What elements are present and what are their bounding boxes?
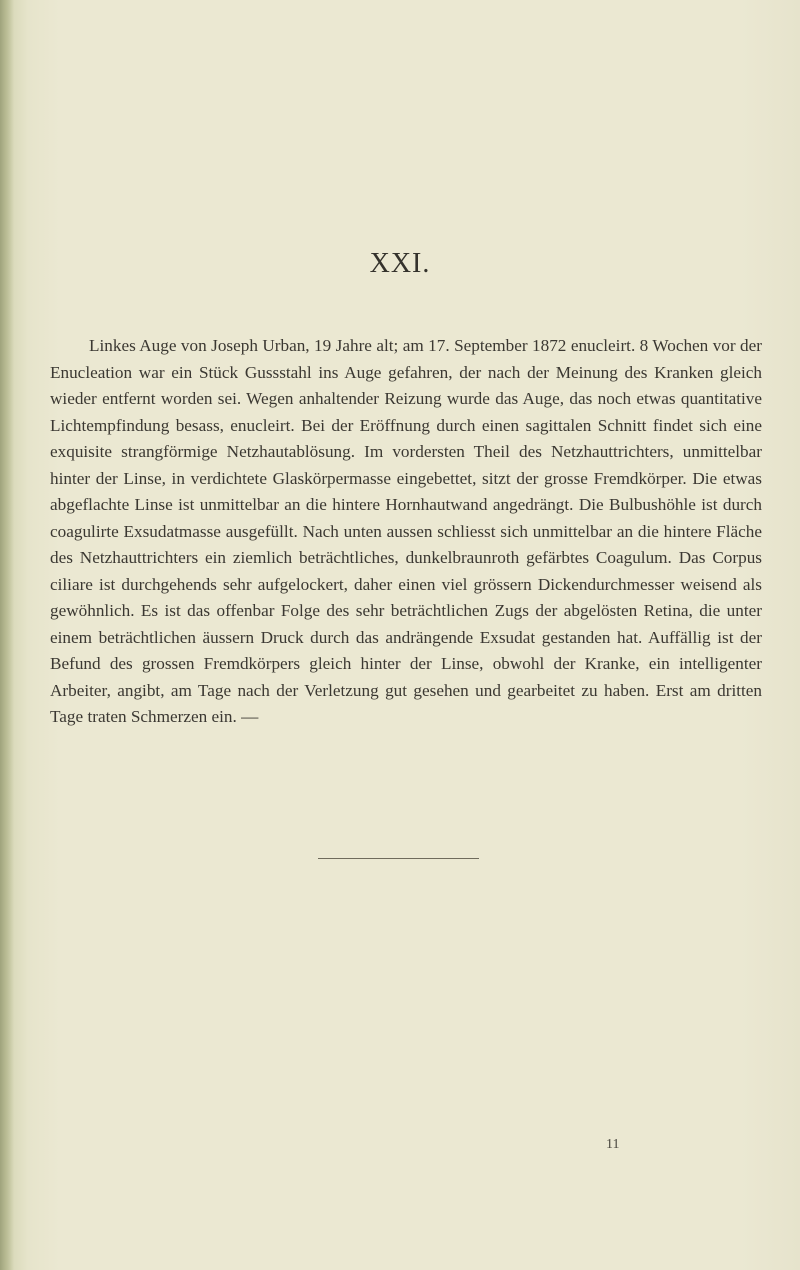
section-divider-rule bbox=[318, 858, 479, 859]
page-binding-shadow bbox=[0, 0, 14, 1270]
case-description-paragraph: Linkes Auge von Joseph Urban, 19 Jahre alt; am 17. September 1872 enucleirt. 8 Wochen vor der Enucleation war ein Stück Gussstahl ins Auge gefahren, der nach der Meinung des Kranken gleich wieder entfernt worden sei. Wegen anhaltender Reizung wurde das Auge, das noch etwas quantitative Lichtempfindung besass, enucleirt. Bei der Eröffnung durch einen sagittalen Schnitt findet sich eine exquisite strangförmige Netzhautablösung. Im vordersten Theil des Netzhauttrichters, unmittelbar hinter der Linse, in verdichtete Glaskörpermasse eingebettet, sitzt der grosse Fremdkörper. Die etwas abgeflachte Linse ist unmittelbar an die hintere Hornhautwand angedrängt. Die Bulbushöhle ist durch coagulirte Exsudatmasse ausgefüllt. Nach unten aussen schliesst sich unmittelbar an die hintere Fläche des Netzhauttrichters ein ziemlich beträchtliches, dunkelbraunroth gefärbtes Coagulum. Das Corpus ciliare ist durchgehends sehr aufgelockert, daher einen viel grössern Dickendurchmesser weisend als gewöhnlich. Es ist das offenbar Folge des sehr beträchtlichen Zugs der abgelösten Retina, die unter einem beträchtlichen äussern Druck durch das andrängende Exsudat gestanden hat. Auffällig ist der Befund des grossen Fremdkörpers gleich hinter der Linse, obwohl der Kranke, ein intelligenter Arbeiter, angibt, am Tage nach der Verletzung gut gesehen und gearbeitet zu haben. Erst am dritten Tage traten Schmerzen ein. — bbox=[50, 336, 762, 726]
page-number: 11 bbox=[606, 1137, 620, 1152]
section-heading: XXI. bbox=[369, 248, 431, 279]
